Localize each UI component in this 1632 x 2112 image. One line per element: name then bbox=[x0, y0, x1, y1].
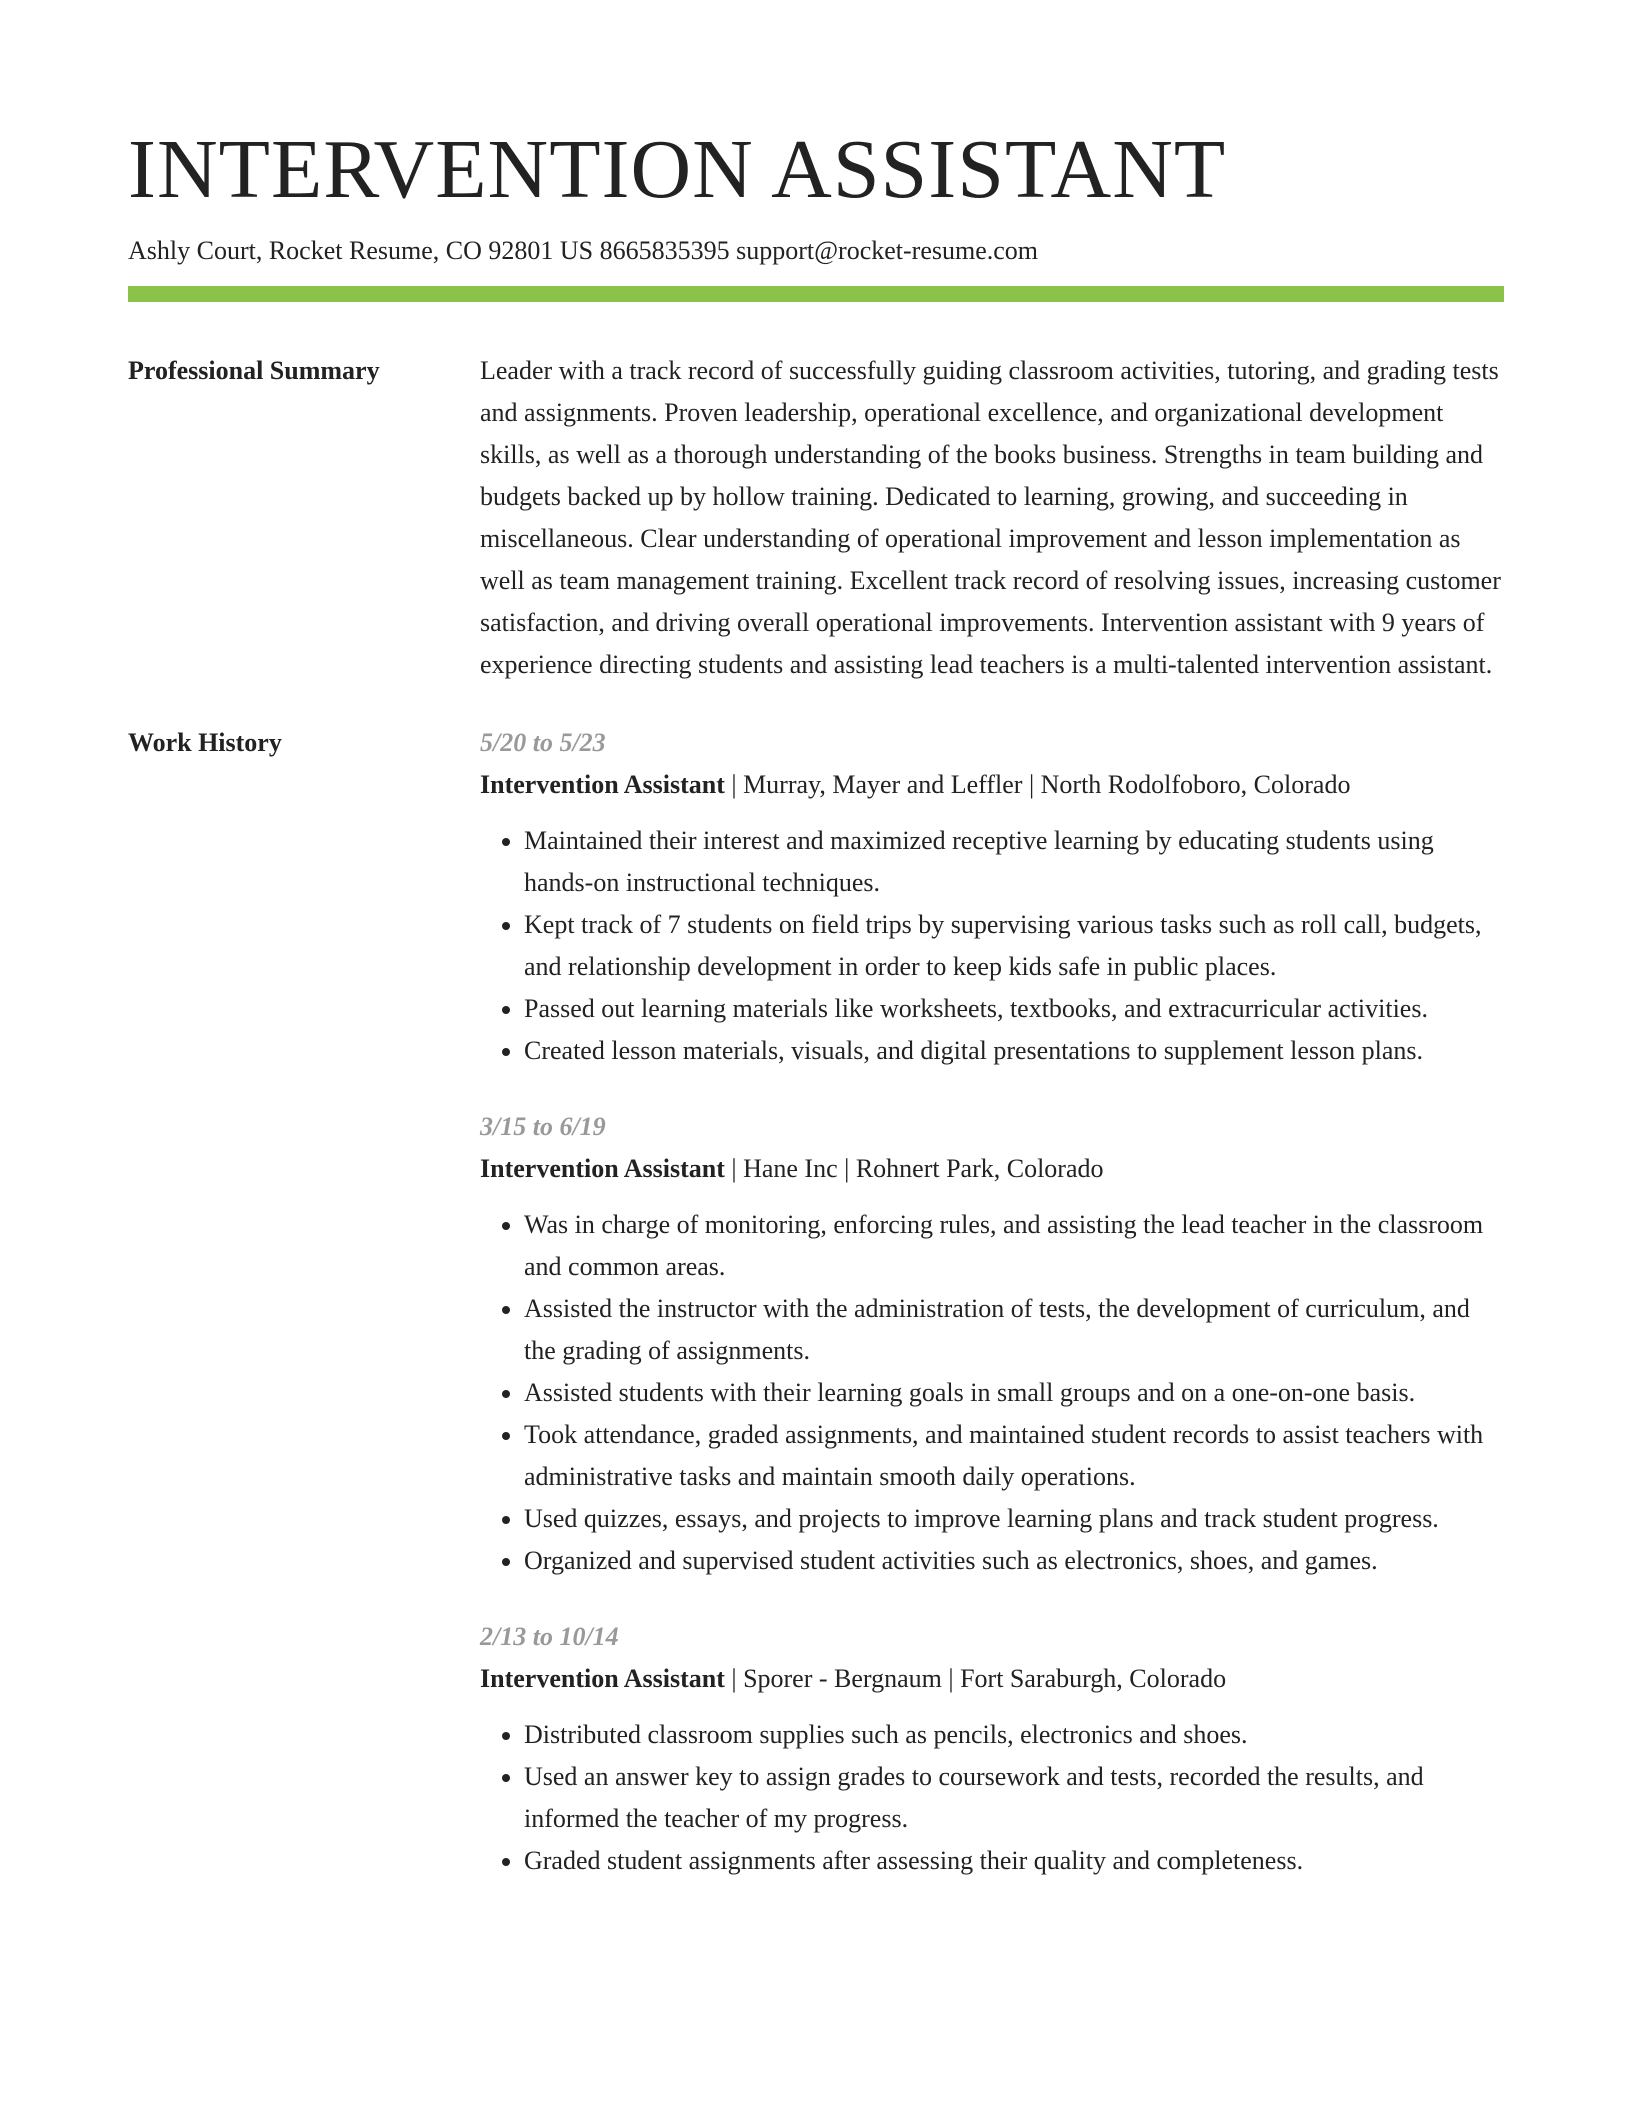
job-bullets bbox=[480, 1714, 1504, 1882]
job-bullet: • Assisted the instructor with the administration of tests, the development of curriculum, and the grading of assignments. bbox=[524, 1288, 1504, 1372]
job-heading bbox=[480, 1148, 1504, 1190]
job-dates: 2/13 to 10/14 bbox=[480, 1622, 619, 1651]
contact-address: Ashly Court, Rocket Resume, CO 92801 US bbox=[128, 236, 594, 265]
work-history-heading: Work History bbox=[128, 728, 282, 757]
job-details: | Hane Inc | Rohnert Park, Colorado bbox=[724, 1154, 1104, 1183]
contact-line bbox=[128, 234, 1504, 268]
job-bullet: • Kept track of 7 students on field trips by supervising various tasks such as roll call, budgets, and relationship development in order to keep kids safe in public places. bbox=[524, 904, 1504, 988]
job-entry bbox=[480, 722, 1504, 1072]
job-bullet: • Distributed classroom supplies such as pencils, electronics and shoes. bbox=[524, 1714, 1504, 1756]
job-bullets bbox=[480, 820, 1504, 1072]
job-list bbox=[480, 722, 1504, 1916]
job-bullet: • Assisted students with their learning goals in small groups and on a one-on-one basis. bbox=[524, 1372, 1504, 1414]
job-bullet: • Organized and supervised student activities such as electronics, shoes, and games. bbox=[524, 1540, 1504, 1582]
job-bullet: • Maintained their interest and maximized receptive learning by educating students using hands-on instructional techniques. bbox=[524, 820, 1504, 904]
summary-text: Leader with a track record of successfully guiding classroom activities, tutoring, and grading tests and assignments. Proven leadership, operational excellence, and organizational development skills, as well as a thorough understanding of the books business. Strengths in team building and budgets backed up by hollow training. Dedicated to learning, growing, and succeeding in miscellaneous. Clear understanding of operational improvement and lesson implementation as well as team management training. Excellent track record of resolving issues, increasing customer satisfaction, and driving overall operational improvements. Intervention assistant with 9 years of experience directing students and assisting lead teachers is a multi-talented intervention assistant. bbox=[480, 356, 1501, 679]
header-divider bbox=[128, 286, 1504, 302]
job-bullet: • Created lesson materials, visuals, and digital presentations to supplement lesson plans. bbox=[524, 1030, 1504, 1072]
summary-heading: Professional Summary bbox=[128, 356, 380, 385]
summary-section bbox=[128, 350, 1504, 686]
job-heading bbox=[480, 1658, 1504, 1700]
job-title: Intervention Assistant bbox=[480, 1154, 725, 1183]
job-heading bbox=[480, 764, 1504, 806]
contact-phone: 8665835395 bbox=[599, 236, 730, 265]
job-dates: 3/15 to 6/19 bbox=[480, 1112, 606, 1141]
job-bullets bbox=[480, 1204, 1504, 1582]
job-entry bbox=[480, 1106, 1504, 1582]
job-details: | Sporer - Bergnaum | Fort Saraburgh, Colorado bbox=[724, 1664, 1227, 1693]
work-history-section bbox=[128, 722, 1504, 1916]
job-title: Intervention Assistant bbox=[480, 770, 725, 799]
job-bullet: • Graded student assignments after assessing their quality and completeness. bbox=[524, 1840, 1504, 1882]
job-entry bbox=[480, 1616, 1504, 1882]
job-dates: 5/20 to 5/23 bbox=[480, 728, 606, 757]
job-details: | Murray, Mayer and Leffler | North Rodolfoboro, Colorado bbox=[724, 770, 1351, 799]
job-bullet: • Was in charge of monitoring, enforcing rules, and assisting the lead teacher in the classroom and common areas. bbox=[524, 1204, 1504, 1288]
job-bullet: • Took attendance, graded assignments, and maintained student records to assist teachers with administrative tasks and maintain smooth daily operations. bbox=[524, 1414, 1504, 1498]
resume-title: INTERVENTION ASSISTANT bbox=[128, 123, 1227, 216]
job-bullet: • Passed out learning materials like worksheets, textbooks, and extracurricular activities. bbox=[524, 988, 1504, 1030]
contact-email[interactable]: support@rocket-resume.com bbox=[736, 236, 1039, 265]
resume-page bbox=[128, 120, 1504, 1916]
job-bullet: • Used an answer key to assign grades to coursework and tests, recorded the results, and informed the teacher of my progress. bbox=[524, 1756, 1504, 1840]
job-bullet: • Used quizzes, essays, and projects to improve learning plans and track student progress. bbox=[524, 1498, 1504, 1540]
job-title: Intervention Assistant bbox=[480, 1664, 725, 1693]
